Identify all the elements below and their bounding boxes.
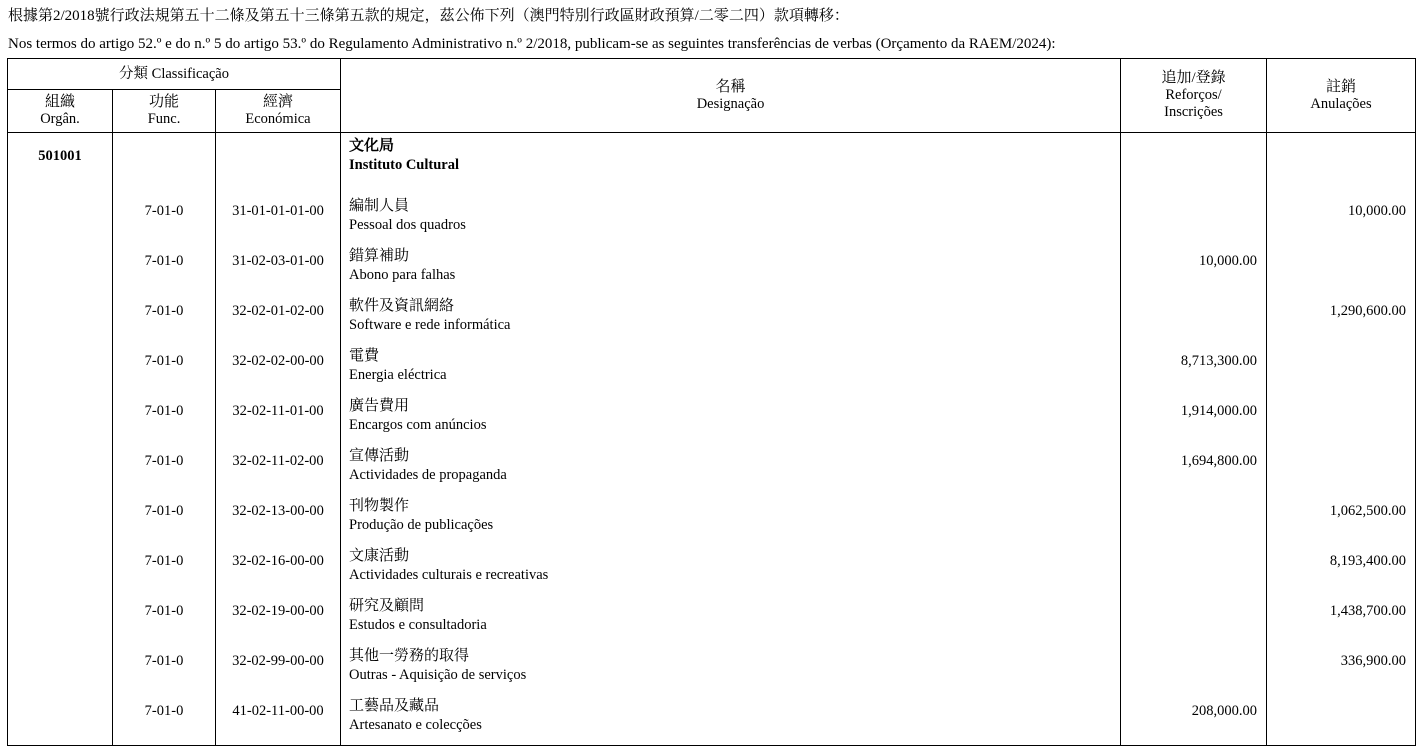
- designation-cell: [341, 695, 1121, 746]
- annul-amount: 10,000.00: [1267, 195, 1416, 245]
- table-row: [8, 295, 1416, 345]
- table-row: [8, 495, 1416, 545]
- func-code: 7-01-0: [113, 445, 216, 495]
- empty-cell: [216, 133, 341, 196]
- designation-cell: [341, 195, 1121, 245]
- intro-portuguese: Nos termos do artigo 52.º e do n.º 5 do artigo 53.º do Regulamento Administrativo n.º 2/2018, publicam-se as seguintes transferências de verbas (Orçamento da RAEM/2024):: [8, 36, 1056, 52]
- designation-zh: 研究及顧問: [349, 598, 425, 614]
- organ-code: 501001: [8, 133, 113, 196]
- organ-cell: [8, 395, 113, 445]
- annul-amount: [1267, 245, 1416, 295]
- reinforce-amount: [1121, 645, 1267, 695]
- reinforce-amount: 10,000.00: [1121, 245, 1267, 295]
- table-row: [8, 545, 1416, 595]
- func-code: 7-01-0: [113, 545, 216, 595]
- econ-code: 41-02-11-00-00: [216, 695, 341, 746]
- econ-code: 32-02-16-00-00: [216, 545, 341, 595]
- econ-code: 32-02-99-00-00: [216, 645, 341, 695]
- designation-cell: [341, 545, 1121, 595]
- annul-header: [1267, 59, 1416, 133]
- econ-code: 31-02-03-01-00: [216, 245, 341, 295]
- reinforce-amount: 208,000.00: [1121, 695, 1267, 746]
- transfer-table: [7, 58, 1416, 746]
- designation-pt: Encargos com anúncios: [349, 417, 487, 433]
- organ-cell: [8, 295, 113, 345]
- annul-amount: [1267, 345, 1416, 395]
- designation-zh: 宣傳活動: [349, 448, 410, 464]
- reinforce-amount: 8,713,300.00: [1121, 345, 1267, 395]
- designation-header: [341, 59, 1121, 133]
- empty-cell: [1121, 133, 1267, 196]
- func-code: 7-01-0: [113, 245, 216, 295]
- designation-pt: Abono para falhas: [349, 267, 456, 283]
- designation-zh: 其他一勞務的取得: [349, 648, 470, 664]
- annul-amount: [1267, 695, 1416, 746]
- organ-cell: [8, 345, 113, 395]
- econ-code: 32-02-11-01-00: [216, 395, 341, 445]
- designation-zh: 錯算補助: [349, 248, 410, 264]
- annul-header-zh: 註銷: [1326, 78, 1357, 95]
- agency-designation: [341, 133, 1121, 196]
- reinforce-header-pt2: Inscrições: [1164, 104, 1223, 120]
- annul-amount: 8,193,400.00: [1267, 545, 1416, 595]
- designation-pt: Artesanato e colecções: [349, 717, 482, 733]
- organ-cell: [8, 645, 113, 695]
- reinforce-amount: 1,914,000.00: [1121, 395, 1267, 445]
- designation-pt: Energia eléctrica: [349, 367, 447, 383]
- annul-amount: [1267, 445, 1416, 495]
- designation-pt: Actividades de propaganda: [349, 467, 507, 483]
- designation-pt: Software e rede informática: [349, 317, 511, 333]
- empty-cell: [1267, 133, 1416, 196]
- designation-zh: 編制人員: [349, 198, 410, 214]
- table-body: [8, 133, 1416, 746]
- organ-header: [8, 90, 113, 133]
- designation-cell: [341, 345, 1121, 395]
- annul-amount: 1,438,700.00: [1267, 595, 1416, 645]
- designation-cell: [341, 495, 1121, 545]
- designation-header-zh: 名稱: [715, 78, 746, 95]
- designation-zh: 文康活動: [349, 548, 410, 564]
- designation-pt: Produção de publicações: [349, 517, 494, 533]
- econ-header-pt: Económica: [245, 111, 311, 127]
- func-code: 7-01-0: [113, 395, 216, 445]
- table-row: [8, 195, 1416, 245]
- reinforce-amount: [1121, 495, 1267, 545]
- econ-code: 32-02-11-02-00: [216, 445, 341, 495]
- designation-zh: 刊物製作: [349, 498, 410, 514]
- organ-cell: [8, 195, 113, 245]
- func-header-pt: Func.: [147, 111, 181, 127]
- econ-code: 31-01-01-01-00: [216, 195, 341, 245]
- func-code: 7-01-0: [113, 495, 216, 545]
- table-row: [8, 695, 1416, 746]
- func-header-zh: 功能: [148, 94, 179, 110]
- table-row: [8, 445, 1416, 495]
- designation-pt: Estudos e consultadoria: [349, 617, 487, 633]
- organ-cell: [8, 245, 113, 295]
- designation-pt: Outras - Aquisição de serviços: [349, 667, 527, 683]
- func-header: [113, 90, 216, 133]
- designation-pt: Pessoal dos quadros: [349, 217, 466, 233]
- organ-cell: [8, 495, 113, 545]
- designation-header-pt: Designação: [696, 95, 765, 112]
- table-header: [8, 59, 1416, 133]
- designation-cell: [341, 395, 1121, 445]
- organ-cell: [8, 595, 113, 645]
- table-row: [8, 645, 1416, 695]
- agency-name-pt: Instituto Cultural: [349, 157, 460, 173]
- reinforce-amount: 1,694,800.00: [1121, 445, 1267, 495]
- table-row: [8, 595, 1416, 645]
- econ-code: 32-02-13-00-00: [216, 495, 341, 545]
- designation-cell: [341, 445, 1121, 495]
- econ-code: 32-02-02-00-00: [216, 345, 341, 395]
- table-row: [8, 345, 1416, 395]
- organ-header-zh: 組織: [44, 94, 75, 110]
- designation-zh: 電費: [349, 348, 380, 364]
- reinforce-header-zh: 追加/登錄: [1161, 70, 1226, 86]
- reinforce-amount: [1121, 595, 1267, 645]
- designation-zh: 廣告費用: [349, 398, 410, 414]
- reinforce-amount: [1121, 195, 1267, 245]
- econ-code: 32-02-01-02-00: [216, 295, 341, 345]
- agency-name-zh: 文化局: [349, 138, 395, 154]
- organ-cell: [8, 695, 113, 746]
- organ-header-pt: Orgân.: [40, 111, 80, 127]
- annul-amount: 1,062,500.00: [1267, 495, 1416, 545]
- annul-amount: [1267, 395, 1416, 445]
- organ-cell: [8, 545, 113, 595]
- annul-amount: 336,900.00: [1267, 645, 1416, 695]
- reinforce-header-pt1: Reforços/: [1165, 87, 1222, 103]
- func-code: 7-01-0: [113, 345, 216, 395]
- func-code: 7-01-0: [113, 595, 216, 645]
- econ-header-zh: 經濟: [263, 94, 294, 110]
- designation-cell: [341, 595, 1121, 645]
- func-code: 7-01-0: [113, 695, 216, 746]
- designation-zh: 工藝品及藏品: [349, 698, 440, 714]
- reinforce-amount: [1121, 295, 1267, 345]
- designation-cell: [341, 295, 1121, 345]
- classification-header: 分類 Classificação: [8, 59, 341, 90]
- intro-chinese: 根據第2/2018號行政法規第五十二條及第五十三條第五款的規定，茲公佈下列（澳門特別行政區財政預算/二零二四）款項轉移：: [8, 8, 849, 24]
- econ-header: [216, 90, 341, 133]
- annul-header-pt: Anulações: [1310, 95, 1372, 112]
- econ-code: 32-02-19-00-00: [216, 595, 341, 645]
- func-code: 7-01-0: [113, 645, 216, 695]
- designation-cell: [341, 245, 1121, 295]
- designation-cell: [341, 645, 1121, 695]
- empty-cell: [113, 133, 216, 196]
- agency-row: [8, 133, 1416, 196]
- designation-pt: Actividades culturais e recreativas: [349, 567, 549, 583]
- designation-zh: 軟件及資訊網絡: [349, 298, 455, 314]
- func-code: 7-01-0: [113, 195, 216, 245]
- func-code: 7-01-0: [113, 295, 216, 345]
- annul-amount: 1,290,600.00: [1267, 295, 1416, 345]
- reinforce-amount: [1121, 545, 1267, 595]
- reinforce-header: [1121, 59, 1267, 133]
- table-row: [8, 245, 1416, 295]
- organ-cell: [8, 445, 113, 495]
- table-row: [8, 395, 1416, 445]
